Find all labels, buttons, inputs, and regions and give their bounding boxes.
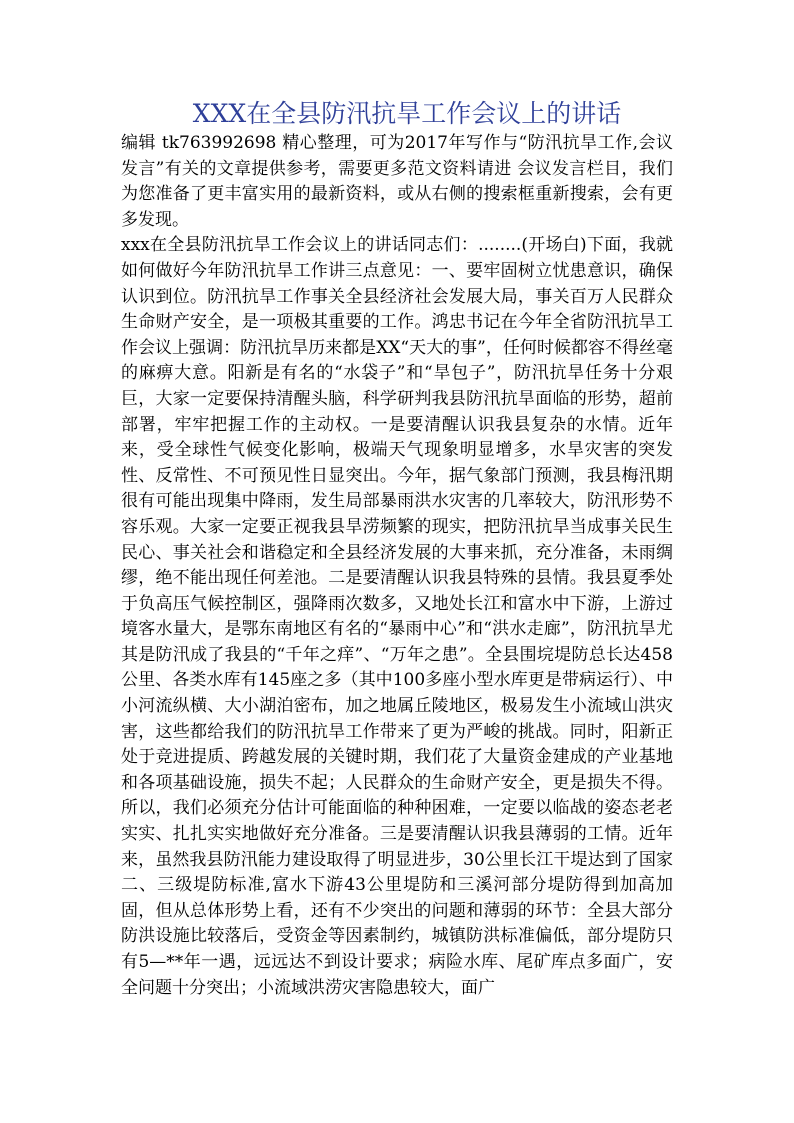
document-title: XXX在全县防汛抗旱工作会议上的讲话 xyxy=(192,99,622,128)
intro-paragraph: 编辑 tk763992698 精心整理，可为2017年写作与“防汛抗旱工作,会议发言”有关的文章提供参考，需要更多范文资料请进 会议发言栏目，我们为您准备了更丰富实用的最新资料，或从右侧的搜索框重新搜索，会有更多发现。 xyxy=(121,133,673,230)
document-page xyxy=(121,97,673,1001)
body-paragraph: xxx在全县防汛抗旱工作会议上的讲话同志们：........(开场白)下面，我就如何做好今年防汛抗旱工作讲三点意见：一、要牢固树立忧患意识，确保认识到位。防汛抗旱工作事关全县经济社会发展大局，事关百万人民群众生命财产安全，是一项极其重要的工作。鸿忠书记在今年全省防汛抗旱工作会议上强调：防汛抗旱历来都是XX“天大的事”，任何时候都容不得丝毫的麻痹大意。阳新是有名的“水袋子”和“旱包子”，防汛抗旱任务十分艰巨，大家一定要保持清醒头脑，科学研判我县防汛抗旱面临的形势，超前部署，牢牢把握工作的主动权。一是要清醒认识我县复杂的水情。近年来，受全球性气候变化影响，极端天气现象明显增多，水旱灾害的突发性、反常性、不可预见性日显突出。今年，据气象部门预测，我县梅汛期很有可能出现集中降雨，发生局部暴雨洪水灾害的几率较大，防汛形势不容乐观。大家一定要正视我县旱涝频繁的现实，把防汛抗旱当成事关民生民心、事关社会和谐稳定和全县经济发展的大事来抓，充分准备，未雨绸缪，绝不能出现任何差池。二是要清醒认识我县特殊的县情。我县夏季处于负高压气候控制区，强降雨次数多，又地处长江和富水中下游，上游过境客水量大，是鄂东南地区有名的“暴雨中心”和“洪水走廊”，防汛抗旱尤其是防汛成了我县的“千年之痒”、“万年之患”。全县围垸堤防总长达458公里、各类水库有145座之多（其中100多座小型水库更是带病运行）、中小河流纵横、大小湖泊密布，加之地属丘陵地区，极易发生小流域山洪灾害，这些都给我们的防汛抗旱工作带来了更为严峻的挑战。同时，阳新正处于竞进提质、跨越发展的关键时期，我们花了大量资金建成的产业基地和各项基础设施，损失不起；人民群众的生命财产安全，更是损失不得。所以，我们必须充分估计可能面临的种种困难，一定要以临战的姿态老老实实、扎扎实实地做好充分准备。三是要清醒认识我县薄弱的工情。近年来，虽然我县防汛能力建设取得了明显进步，30公里长江干堤达到了国家二、三级堤防标准,富水下游43公里堤防和三溪河部分堤防得到加高加固，但从总体形势上看，还有不少突出的问题和薄弱的环节：全县大部分防洪设施比较落后，受资金等因素制约，城镇防洪标准偏低，部分堤防只有5—**年一遇，远远达不到设计要求；病险水库、尾矿库点多面广，安全问题十分突出；小流域洪涝灾害隐患较大，面广 xyxy=(121,235,673,998)
